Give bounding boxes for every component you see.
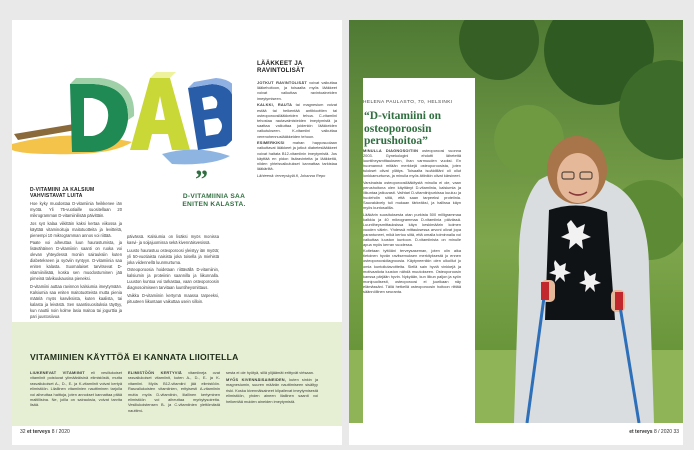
info-box-title: VITAMIINIEN KÄYTTÖÄ EI KANNATA LIIOITELLA [30, 352, 239, 362]
paragraph-text: Koitetaan tyttöäni terveysaseman, joten olin aika tietoinen hyvän ravitsemuksen merkityksestä jo ennen osteoporoosidiagnoosia. Käytyneenikin olen ulkoillut jo omia kuntoilutavoitteita. Siellä sain hyviä vinkkejä ja motivaatiota luuston nähdä muutokseen. Osteoporoosin kanssa pärjään hyvin. Nykyään, kun liikun paljon ja syön monipuolisesti, osteoporoosi ei juurikaan näy elämässäni. Tällä hetkellä osteoporoosin hoitoon riittää säännöllinen seuranta. [363, 248, 461, 294]
paragraph [363, 148, 461, 178]
headline-quote: “D-vitamiini on osteoporoosin perushoitoa” [364, 110, 441, 147]
pull-quote: D-VITAMIINIA SAA ENITEN KALASTA. [182, 193, 246, 209]
article-column-2 [127, 234, 219, 306]
paragraph: Jos syö kalaa viikittäin kaksi kertaa viikossa ja käyttää vitaminoituja maitotuotteita ja levitteitä, pienempi 10 mikrogramman annos voi riittää. [30, 220, 122, 238]
section-heading: D-VITAMIINI JA KALSIUM VAHVISTAVAT LUITA [30, 187, 95, 200]
paragraph-text: voivat vaikuttaa lääkehoitoon, ja toisaalta myös lääkkeet voivat vaikuttaa ravintoaineiden imeytymiseen. [257, 80, 337, 101]
paragraph [363, 212, 461, 247]
paragraph-text: sesta ei ole hyötyä, sillä ylijäämät erittyvät virtsaan. [226, 370, 315, 375]
lead-in: KALKKI, RAUTA [257, 102, 293, 108]
paragraph-text: mahan happosuolaan vaikuttavat lääkkeet ja jotkut diabeteslääkkeet voivat haitata B12-vitamiinin imeytymistä. Jos käyttää en pidon lisäravinteita ja lääkkeitä, niiden yhteisvaikutukset kannattaa tarkistaa lääkäriltä. [257, 140, 337, 172]
paragraph [363, 248, 461, 293]
paragraph-text: eli vesiliukoiset vitamiinit poistuvat ylimääräisinä elimistöstä, mutta rasvaliukoiset A-, D-, E- ja K-vitamiinit voivat kertyä elimistöön. Liiallinen vitamiinien nauttiminen tarjolla voi aiheuttaa haittoja, joten annokset kannattaa pitää maltillisina. Ne, joilla on sairauksia, voivat tarvita lisää. [30, 370, 122, 408]
sidebar-paragraph [257, 102, 337, 138]
paragraph: Vaikka D-vitamiinin kertymä maassa tarpeeksi, pituuteen liikuntaan vaikuttaa usein silloin. [127, 292, 219, 304]
right-page [349, 20, 683, 445]
paragraph: D-vitamiini auttaa ravinnon kalsiumia imeytymään. Kalsiumia saa eniten maitotuotteista mutta pienia määriä myös kasviksista, kuten kaalista, tai kalasta ja leivästä. Sen saantisuosituksia täyttyy, kun nauttii noin kolme lasia maitoa tai jogurttia ja pari juustosiivua [30, 283, 122, 319]
paragraph-text: vitamiineja ovat rasvaliukoiset vitamiinit, kuten A-, D-, E- ja K-vitamiini. Myös B12-vitamiini jää elimistöön. Rasvaliukoisten vitamiinien, erityisesti A-vitamiinin mutta myös D-vitamiinin, liiallinen kertyminen elimistöön voi aiheuttaa myrkytysoireita. Vesiliukoistensen B- ja C-vitamiinien ylettömästä nauttimi- [128, 370, 220, 413]
issue-label: 8 / 2020 [653, 429, 673, 435]
info-box [12, 322, 342, 426]
lead-in: LIUKENEVAT VITAMIINIT [30, 370, 85, 375]
letter-a-shape [130, 72, 190, 150]
interview-column [363, 148, 461, 295]
page-footer-right [629, 429, 679, 435]
page-number: 32 [20, 429, 26, 435]
paragraph: Hoe kyky muodostaa D-vitamiinia heikkenee iän myötä. Yli 75-vuotiaille suositellaan 20 mikrogramman D-vitamiinilisää päivittäin. [30, 201, 122, 218]
dab-letters-illustration [12, 58, 232, 168]
lead-in: MYÖS KIVENNÄISAINEIDEN, [226, 376, 287, 382]
paragraph-text: kuten sinkin ja magnesiumin, suuren määrän nauttimiseen sisältyy riski. Koska kivennäisaineet kilpailevat imeytymisestä elimistöön, yhden aineen liiallinen saanti voi heikentää muiden aineiden imeytymistä. [226, 376, 318, 404]
paragraph: Luusto haurastuu osteoporoosi yleistyy iän myötä; yli 50-vuotiaista naisista joka toisella ja miehistä joka viidennellä luunmurtuma. [127, 247, 219, 265]
box-paragraph [226, 377, 318, 404]
magazine-name: et terveys [629, 429, 653, 435]
letter-b-shape [188, 78, 232, 150]
paragraph: päivässä. Kalsiumia on lisäksi myös monissa kasvi- ja soijajuomissa sekä kivennäisvesissä. [127, 234, 219, 245]
lead-in: MINULLA DIAGNOSOITIIN [363, 148, 419, 153]
page-footer-left [20, 429, 70, 435]
lead-in: ELIMISTÖÖN KERTYVIÄ [128, 370, 182, 375]
box-paragraph [226, 370, 318, 375]
box-paragraph [128, 370, 220, 413]
sidebar-column [257, 80, 337, 180]
paragraph: Paate voi aiheuttaa luun haurastumista, ja lisävähäinen D-vitamiinin saanti on ruoka voi olevan yhteydessä moniin sairauksiin kuten diabetekseen ja syöviin syntyyn. D-vitamiinia saa eniten kalasta. Suomalaiset tarvitsevat D-vitamiinilisää, koska sen muodostuminen jää pimeinä talvikuukausina pieneksi. [30, 240, 122, 281]
paragraph-text: tai magnesium voivat estää tai heikentää antibioottien tai osteoporoosilääkkeiden tehoa. C-vitamiini tehostaa rautavalmisteiden imeytymistä ja saattaa vaikuttaa joidenkin lääkkeiden vaikutukseen. K-vitamiini vaikuttaa verenohennuslääkkeiden tehoon. [257, 102, 337, 139]
paragraph: Osteoporoosia hoidetaan riittävällä D-vitamiinin, kalsiumin ja proteiinin saannilla ja liikunnalla. Luuston kuntoa voi tarkastaa, vaan osteoporoosin diagnosoimiseen tarvitaan luuntiheysmittaus. [127, 267, 219, 290]
paragraph-text: Lääkärin suosituksesta otan purkista 500 milligrammaa kalkkia ja 40 mikrogrammaa D-vitamiinia päivässä. Luuntiheysmittauksissa käyn keskimäärin kolmen vuoden välein. Yhdessä mittauksessa arvoni olivat jopa parantuneet, mikä kertoo siitä, että omalla toiminnalla voi vaikuttaa luuston kuntoon. D-vitamiinista on minulle apua myös kerran vuodessa. [363, 211, 461, 247]
sidebar-source: Lähteenä: terveyskylä.fi, Johanna Repo [257, 172, 326, 178]
left-page [12, 20, 342, 445]
person-name: HELENA PAULASTO, 70, HELSINKI [363, 100, 453, 105]
lead-in: ESIMERKIKSI [257, 140, 285, 146]
issue-label: 8 / 2020 [51, 429, 70, 435]
article-column-1 [30, 201, 122, 321]
lead-in: JOTKUT RAVINTOLISÄT [257, 80, 307, 85]
paragraph-text: Varsinaista osteoporoosilääkitystä minulla ei ole, vaan perushoitona olen käyttänyt D-vitamiinia, kalsiumia ja liikuntaa jatkuvasti. Vaihtari D-vitamiinipurkissa kuuluu ja huolehdin siitä, että saan tarpeeksi proteiinia. Sauvakävely tuli mukaan tärkeäksi, ja hallissa käyn myös kuntosalilla. [363, 179, 461, 211]
magazine-name: et terveys [26, 429, 51, 435]
sidebar-heading: LÄÄKKEET JA RAVINTOLISÄT [257, 60, 305, 75]
quote-mark-icon: ” [195, 165, 208, 194]
sidebar-paragraph [257, 80, 337, 101]
info-box-column-1 [30, 370, 122, 409]
paint-stroke-lightblue [162, 149, 230, 164]
sidebar-paragraph [257, 140, 337, 171]
box-paragraph [30, 370, 122, 408]
paragraph [363, 180, 461, 210]
paragraph-text: osteoporoosi vuonna 2003. Gynekologini ehdotti lähetettä luuntiheysmittaukseen, ihan varmuuden vuoksi. En huomannut mitään merkkejä osteoporoosista, joten tulokset olivat yllätys. Toisaalta isoäidilläni oli ollut lonkkamurtuma, ja minulla myös äitinikin olivat kärsineet. [363, 148, 461, 179]
page-number: 33 [673, 429, 679, 435]
info-box-column-3 [226, 370, 318, 405]
info-box-column-2 [128, 370, 220, 415]
